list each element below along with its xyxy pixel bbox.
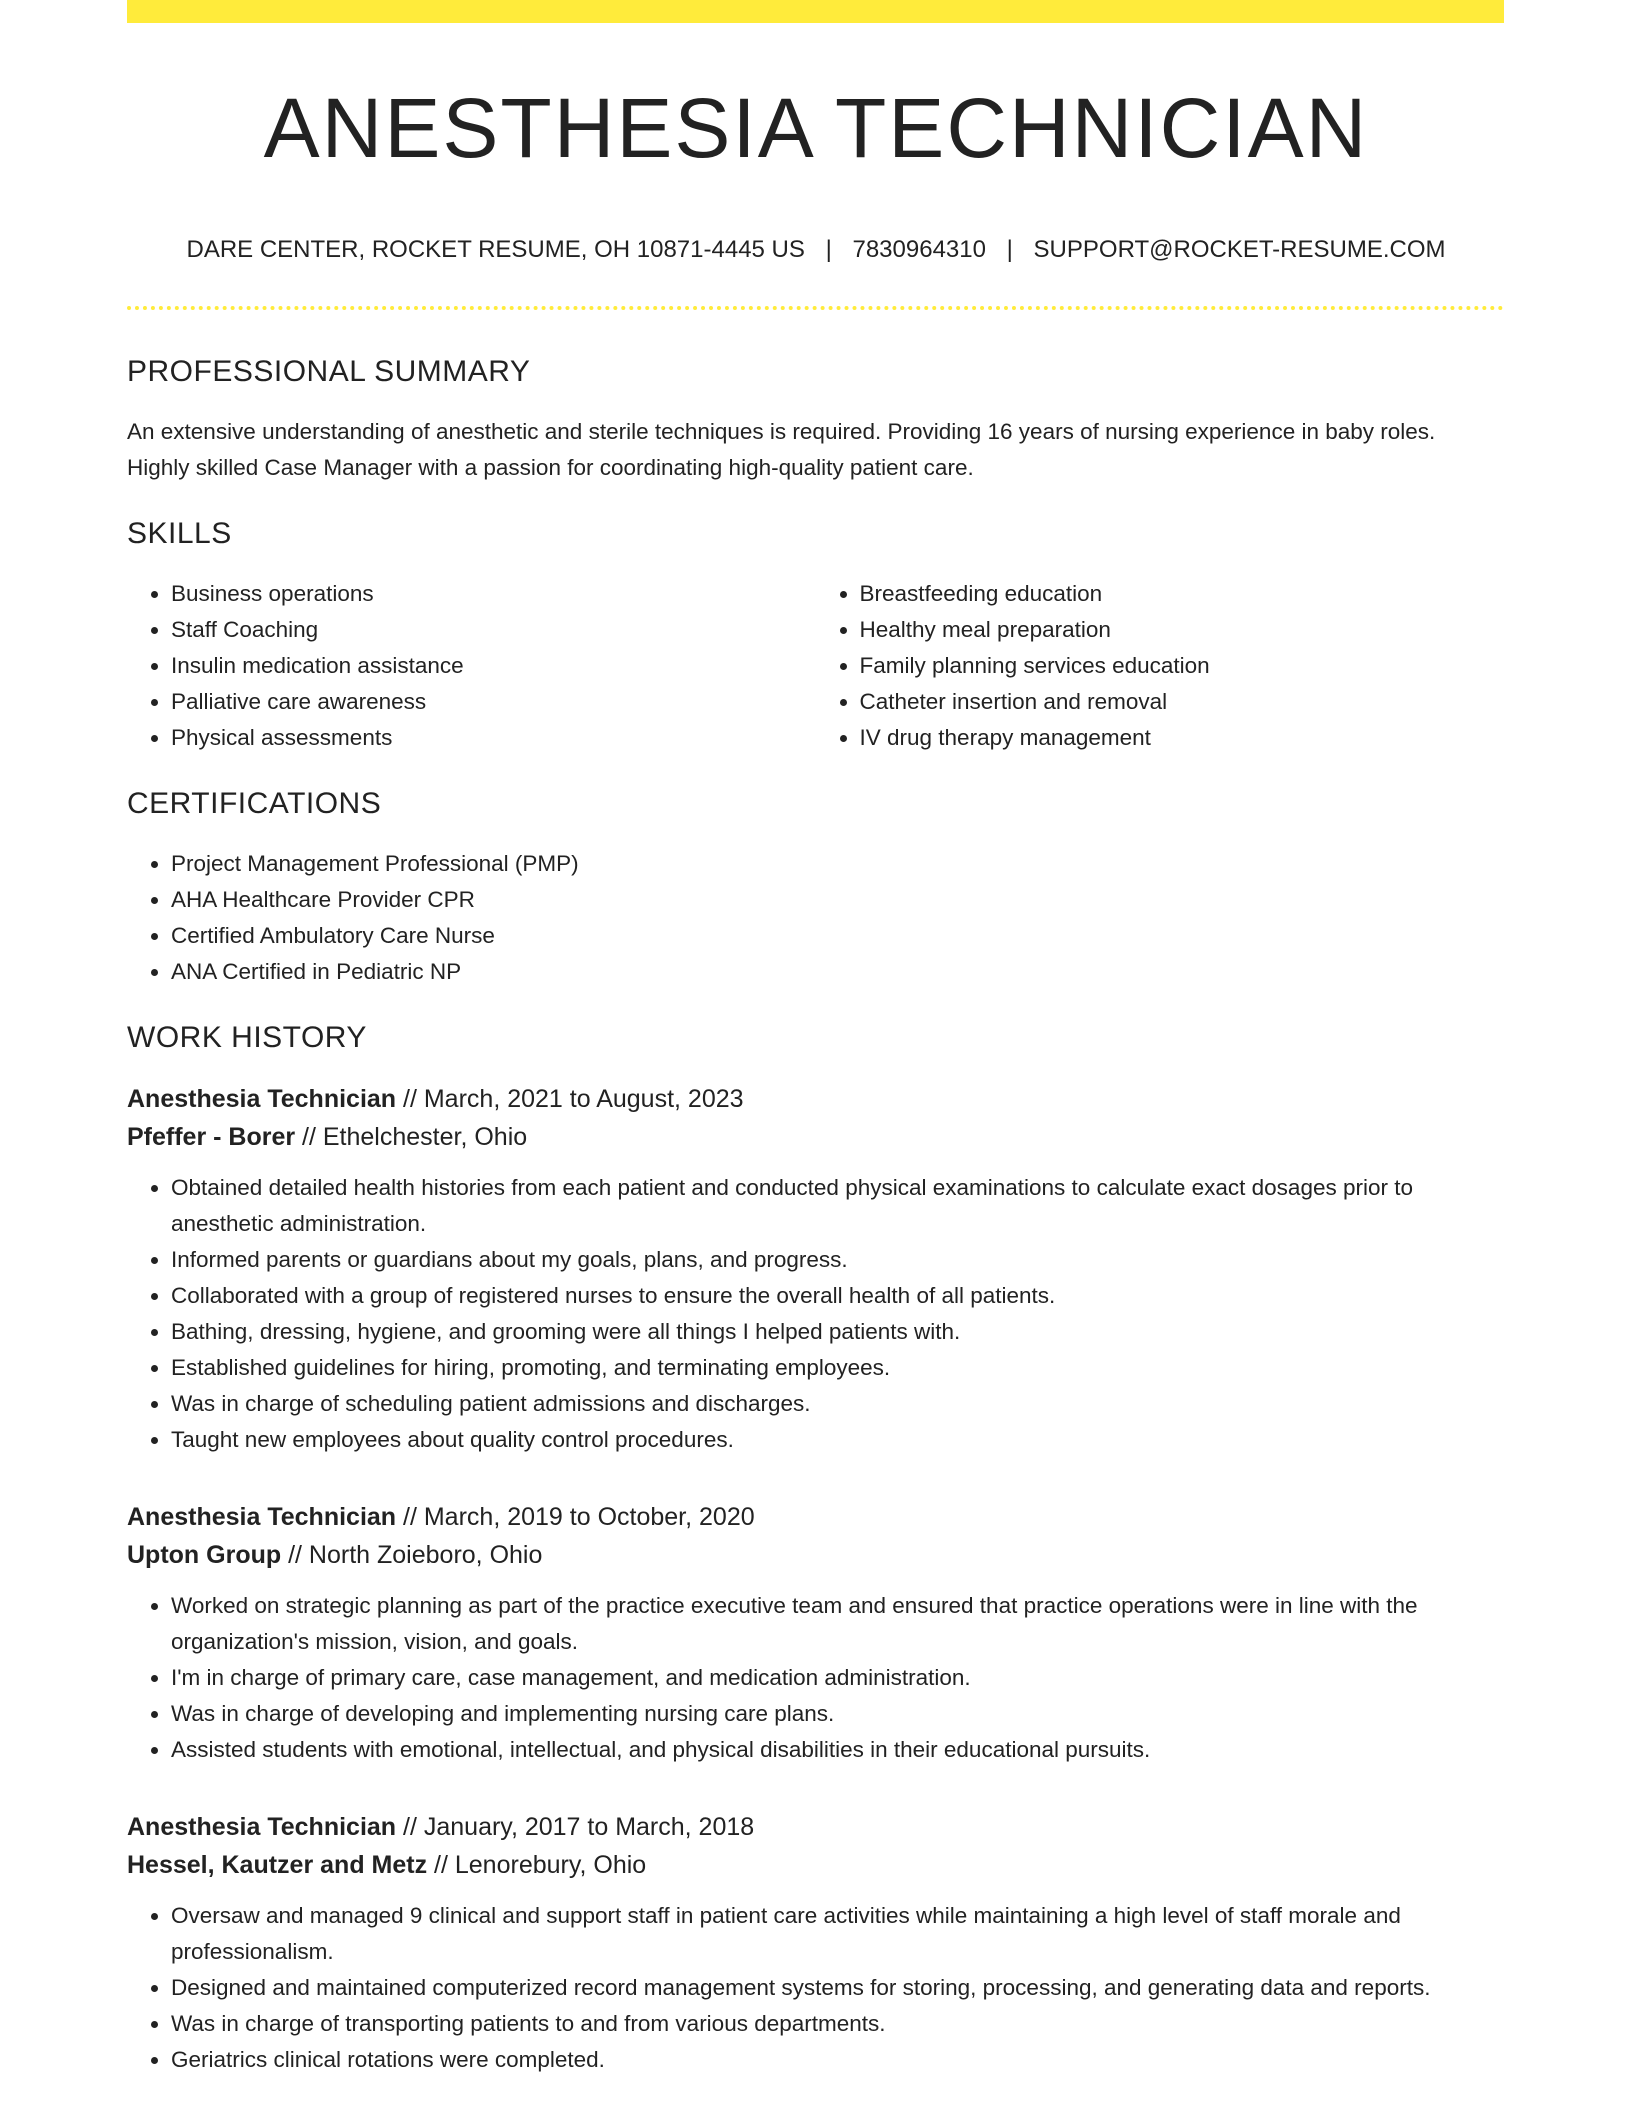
skills-left-list — [127, 576, 816, 756]
job-bullets — [127, 1588, 1504, 1768]
job-entry — [127, 1808, 1504, 2078]
job-location: // North Zoieboro, Ohio — [281, 1541, 543, 1569]
work-history-heading: WORK HISTORY — [127, 1021, 367, 1054]
skill-item: • Family planning services education — [860, 648, 1505, 684]
skill-item: • Catheter insertion and removal — [860, 684, 1505, 720]
job-title-line — [127, 1498, 1504, 1536]
job-bullet: • Assisted students with emotional, intellectual, and physical disabilities in their educational pursuits. — [171, 1732, 1504, 1768]
job-company: Hessel, Kautzer and Metz — [127, 1851, 428, 1879]
job-bullet: • Obtained detailed health histories from each patient and conducted physical examinations to calculate exact dosages prior to anesthetic administration. — [171, 1170, 1504, 1242]
skill-item: • Staff Coaching — [171, 612, 816, 648]
certification-item: • AHA Healthcare Provider CPR — [171, 882, 1504, 918]
job-dates: // March, 2019 to October, 2020 — [396, 1503, 755, 1531]
job-company-line — [127, 1846, 1504, 1884]
dotted-divider — [127, 306, 1504, 310]
job-entry — [127, 1498, 1504, 1768]
skill-item: • Insulin medication assistance — [171, 648, 816, 684]
job-company-line — [127, 1536, 1504, 1574]
job-bullet: • I'm in charge of primary care, case management, and medication administration. — [171, 1660, 1504, 1696]
job-dates: // March, 2021 to August, 2023 — [396, 1085, 744, 1113]
contact-line — [0, 236, 1632, 265]
job-location: // Lenorebury, Ohio — [427, 1851, 647, 1879]
job-bullet: • Oversaw and managed 9 clinical and support staff in patient care activities while maintaining a high level of staff morale and professionalism. — [171, 1898, 1504, 1970]
job-title-line — [127, 1080, 1504, 1118]
skill-item: • Physical assessments — [171, 720, 816, 756]
job-bullet: • Taught new employees about quality control procedures. — [171, 1422, 1504, 1458]
job-bullets — [127, 1170, 1504, 1458]
candidate-name: ANESTHESIA TECHNICIAN — [263, 81, 1369, 175]
certification-item: • ANA Certified in Pediatric NP — [171, 954, 1504, 990]
skill-item: • Healthy meal preparation — [860, 612, 1505, 648]
summary-section — [127, 354, 1504, 486]
skill-item: • Business operations — [171, 576, 816, 612]
job-bullet: • Was in charge of developing and implementing nursing care plans. — [171, 1696, 1504, 1732]
job-bullet: • Was in charge of transporting patients to and from various departments. — [171, 2006, 1504, 2042]
job-company-line — [127, 1118, 1504, 1156]
accent-bar — [127, 0, 1504, 23]
skill-item: • Palliative care awareness — [171, 684, 816, 720]
certifications-heading: CERTIFICATIONS — [127, 787, 382, 820]
contact-email[interactable]: SUPPORT@ROCKET-RESUME.COM — [1033, 236, 1446, 263]
job-bullet: • Informed parents or guardians about my goals, plans, and progress. — [171, 1242, 1504, 1278]
job-bullet: • Bathing, dressing, hygiene, and grooming were all things I helped patients with. — [171, 1314, 1504, 1350]
skills-heading: SKILLS — [127, 517, 232, 550]
work-history-section — [127, 1020, 1504, 2078]
job-company: Upton Group — [127, 1541, 282, 1569]
resume-body — [127, 354, 1504, 2118]
certification-item: • Certified Ambulatory Care Nurse — [171, 918, 1504, 954]
job-bullet: • Established guidelines for hiring, promoting, and terminating employees. — [171, 1350, 1504, 1386]
summary-text: An extensive understanding of anesthetic and sterile techniques is required. Providing 16 years of nursing experience in baby roles. Highly skilled Case Manager with a passion for coordinating high-quality patient care. — [127, 419, 1436, 480]
job-title: Anesthesia Technician — [127, 1085, 397, 1113]
skills-right-list — [816, 576, 1505, 756]
job-bullet: • Was in charge of scheduling patient admissions and discharges. — [171, 1386, 1504, 1422]
job-location: // Ethelchester, Ohio — [295, 1123, 528, 1151]
job-title: Anesthesia Technician — [127, 1813, 397, 1841]
contact-phone: 7830964310 — [852, 236, 986, 263]
skills-section — [127, 516, 1504, 756]
job-dates: // January, 2017 to March, 2018 — [396, 1813, 755, 1841]
job-bullets — [127, 1898, 1504, 2078]
certifications-list — [127, 846, 1504, 990]
job-company: Pfeffer - Borer — [127, 1123, 296, 1151]
certification-item: • Project Management Professional (PMP) — [171, 846, 1504, 882]
skill-item: • IV drug therapy management — [860, 720, 1505, 756]
certifications-section — [127, 786, 1504, 990]
job-bullet: • Designed and maintained computerized record management systems for storing, processing, and generating data and reports. — [171, 1970, 1504, 2006]
job-title-line — [127, 1808, 1504, 1846]
job-bullet: • Worked on strategic planning as part of the practice executive team and ensured that practice operations were in line with the organization's mission, vision, and goals. — [171, 1588, 1504, 1660]
job-bullet: • Geriatrics clinical rotations were completed. — [171, 2042, 1504, 2078]
job-title: Anesthesia Technician — [127, 1503, 397, 1531]
job-entry — [127, 1080, 1504, 1458]
summary-heading: PROFESSIONAL SUMMARY — [127, 355, 531, 388]
job-bullet: • Collaborated with a group of registered nurses to ensure the overall health of all patients. — [171, 1278, 1504, 1314]
contact-address: DARE CENTER, ROCKET RESUME, OH 10871-4445 US — [186, 236, 805, 263]
skills-columns — [127, 576, 1504, 756]
contact-separator: | — [1006, 236, 1013, 263]
contact-separator: | — [825, 236, 832, 263]
skill-item: • Breastfeeding education — [860, 576, 1505, 612]
